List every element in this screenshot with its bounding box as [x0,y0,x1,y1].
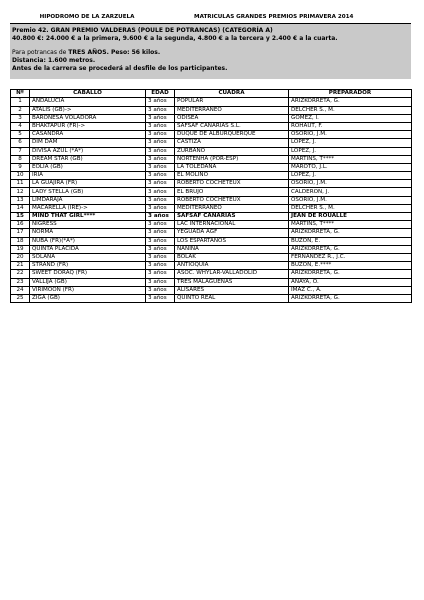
cell-stable: DUQUE DE ALBURQUERQUE [175,131,289,139]
cell-number: 13 [11,196,30,204]
table-row [11,188,412,196]
cell-trainer: ANAYA, O. [289,278,412,286]
table-row [11,278,412,286]
cell-number: 9 [11,163,30,171]
cell-stable: POPULAR [175,98,289,106]
cell-stable: CASTIZA [175,139,289,147]
cell-stable: NANINA [175,245,289,253]
cell-horse: DREAM STAR (GB) [30,155,146,163]
cell-trainer: BUZON, E. [289,237,412,245]
cell-stable: SAFSAF CANARIAS [175,213,289,221]
table-row [11,114,412,122]
document-header [10,10,411,24]
cell-horse: LADY STELLA (GB) [30,188,146,196]
cell-stable: NORTENHA (POR-ESP) [175,155,289,163]
cell-age: 3 años [146,278,175,286]
cell-number: 15 [11,213,30,221]
cell-trainer: DELCHER S., M. [289,106,412,114]
col-header-stable: CUADRA [175,90,289,98]
cell-trainer: ROHAUT, F. [289,122,412,130]
cell-trainer: MARTINS, T**** [289,221,412,229]
table-row [11,294,412,302]
cell-age: 3 años [146,229,175,237]
cell-stable: LAC INTERNACIONAL [175,221,289,229]
table-row [11,270,412,278]
cell-trainer: OSORIO, J.M. [289,131,412,139]
cell-age: 3 años [146,188,175,196]
cell-age: 3 años [146,147,175,155]
cell-stable: LOS ESPARTANOS [175,237,289,245]
cell-age: 3 años [146,172,175,180]
cell-age: 3 años [146,221,175,229]
cell-trainer: DELCHER S., M. [289,204,412,212]
cell-stable: ASOC. WHYLAR-VALLADOLID [175,270,289,278]
cell-number: 24 [11,286,30,294]
cell-stable: TRES MALAGUEÑAS [175,278,289,286]
cell-stable: ANTIOQUIA [175,262,289,270]
cell-trainer: ARIZKORRETA, G. [289,245,412,253]
cell-number: 7 [11,147,30,155]
cell-trainer: OSORIO, J.M. [289,180,412,188]
cell-trainer: MAROTO, J.L. [289,163,412,171]
cell-horse: EOLIA (GB) [30,163,146,171]
race-distance: Distancia: 1.600 metros. [12,57,96,64]
cell-stable: ZURBANO [175,147,289,155]
table-row [11,286,412,294]
cell-trainer: ARIZKORRETA, G. [289,229,412,237]
cell-number: 5 [11,131,30,139]
cell-horse: DIVISA AZUL (*A*) [30,147,146,155]
table-row [11,163,412,171]
cell-trainer: GOMEZ, I. [289,114,412,122]
entries-table [10,89,412,303]
cell-stable: ROBERTO COCHETEUX [175,196,289,204]
cell-age: 3 años [146,163,175,171]
table-row [11,262,412,270]
cell-number: 3 [11,114,30,122]
cell-horse: IRIA [30,172,146,180]
table-row [11,172,412,180]
cell-stable: LA TOLEDANA [175,163,289,171]
table-row [11,180,412,188]
cell-trainer: CALDERON, J. [289,188,412,196]
cell-trainer: IMAZ C., A. [289,286,412,294]
cell-stable: ALISARES [175,286,289,294]
cell-age: 3 años [146,245,175,253]
table-row [11,131,412,139]
cell-number: 6 [11,139,30,147]
cell-horse: NORMA [30,229,146,237]
cell-horse: NIGRESS [30,221,146,229]
cell-horse: MIND THAT GIRL**** [30,213,146,221]
race-conditions [12,49,409,57]
cell-number: 14 [11,204,30,212]
cell-horse: ZIGA (GB) [30,294,146,302]
cell-age: 3 años [146,122,175,130]
table-row [11,98,412,106]
table-row [11,122,412,130]
table-row [11,229,412,237]
col-header-horse: CABALLO [30,90,146,98]
race-note: Antes de la carrera se procederá al desfile de los participantes. [12,65,228,72]
cell-horse: STRAND (FR) [30,262,146,270]
cell-trainer: LOPEZ, J. [289,139,412,147]
venue-title: HIPODROMO DE LA ZARZUELA [39,13,135,20]
cell-number: 1 [11,98,30,106]
cell-age: 3 años [146,114,175,122]
cell-number: 17 [11,229,30,237]
table-row [11,155,412,163]
cell-horse: ANDALUCIA [30,98,146,106]
cell-age: 3 años [146,253,175,261]
cell-number: 10 [11,172,30,180]
cell-horse: NUBA (FR)(*A*) [30,237,146,245]
cell-number: 2 [11,106,30,114]
cell-age: 3 años [146,180,175,188]
cell-number: 16 [11,221,30,229]
cell-number: 23 [11,278,30,286]
cell-age: 3 años [146,139,175,147]
table-row [11,213,412,221]
cell-number: 18 [11,237,30,245]
cell-age: 3 años [146,131,175,139]
table-row [11,196,412,204]
cell-age: 3 años [146,106,175,114]
race-prizes: 40.800 €: 24.000 € a la primera, 9.600 € a la segunda, 4.800 € a la tercera y 2.400 € a la cuarta. [12,35,338,42]
col-header-age: EDAD [146,90,175,98]
cell-trainer: FERNANDEZ R., J.C. [289,253,412,261]
cell-horse: VALLIJA (GB) [30,278,146,286]
cell-horse: ATALIS (GB)-> [30,106,146,114]
cell-number: 21 [11,262,30,270]
table-row [11,221,412,229]
table-row [11,237,412,245]
cell-trainer: ARIZKORRETA, G. [289,98,412,106]
table-row [11,253,412,261]
cell-horse: BARONESA VOLADORA [30,114,146,122]
cell-stable: SAFSAF CANARIAS S.L. [175,122,289,130]
table-header-row [11,90,412,98]
cell-stable: MEDITERRANEO [175,204,289,212]
cell-horse: LA GUAJIRA (FR) [30,180,146,188]
cell-trainer: MARTINS, T**** [289,155,412,163]
cell-horse: CASANDRA [30,131,146,139]
cell-age: 3 años [146,98,175,106]
cell-number: 22 [11,270,30,278]
cell-horse: VIRIMOON (FR) [30,286,146,294]
cell-trainer: OSORIO, J.M. [289,196,412,204]
cell-stable: EL MOLINO [175,172,289,180]
race-info-box [10,24,411,79]
cell-trainer: JEAN DE ROUALLE [289,213,412,221]
cell-horse: DIM DAM [30,139,146,147]
cell-horse: SOLANA [30,253,146,261]
cell-number: 19 [11,245,30,253]
table-row [11,204,412,212]
conditions-bold: TRES AÑOS. Peso: 56 kilos. [68,49,161,56]
cell-number: 8 [11,155,30,163]
cell-number: 4 [11,122,30,130]
col-header-number: Nº [11,90,30,98]
cell-trainer: BUZON, E.**** [289,262,412,270]
cell-horse: MACARELLA (IRE)-> [30,204,146,212]
cell-age: 3 años [146,155,175,163]
cell-age: 3 años [146,286,175,294]
cell-number: 20 [11,253,30,261]
cell-stable: BOLAK [175,253,289,261]
table-row [11,147,412,155]
cell-trainer: LOPEZ, J. [289,172,412,180]
cell-trainer: ARIZKORRETA, G. [289,294,412,302]
conditions-prefix: Para potrancas de [12,49,69,56]
cell-age: 3 años [146,270,175,278]
cell-age: 3 años [146,204,175,212]
cell-age: 3 años [146,294,175,302]
cell-stable: QUINTO REAL [175,294,289,302]
cell-age: 3 años [146,262,175,270]
document-title: MATRICULAS GRANDES PREMIOS PRIMAVERA 2014 [194,13,354,20]
cell-horse: BHAKTAPUR (FR)-> [30,122,146,130]
cell-number: 11 [11,180,30,188]
cell-horse: LIMDARAJA [30,196,146,204]
document-sheet [10,10,411,303]
race-name: Premio 42. GRAN PREMIO VALDERAS (POULE DE POTRANCAS) (CATEGORÍA A) [12,27,273,34]
cell-number: 25 [11,294,30,302]
cell-number: 12 [11,188,30,196]
cell-age: 3 años [146,237,175,245]
cell-stable: ROBERTO COCHETEUX [175,180,289,188]
table-row [11,106,412,114]
cell-age: 3 años [146,196,175,204]
col-header-trainer: PREPARADOR [289,90,412,98]
cell-stable: MEDITERRANEO [175,106,289,114]
cell-horse: QUINTA PLACIDA [30,245,146,253]
cell-stable: EL BRUJO [175,188,289,196]
cell-age: 3 años [146,213,175,221]
cell-trainer: ARIZKORRETA, G. [289,270,412,278]
table-row [11,139,412,147]
cell-horse: SWEET DORAQ (FR) [30,270,146,278]
cell-trainer: LOPEZ, J. [289,147,412,155]
cell-stable: YEGUADA AGF [175,229,289,237]
table-row [11,245,412,253]
cell-stable: ODISEA [175,114,289,122]
